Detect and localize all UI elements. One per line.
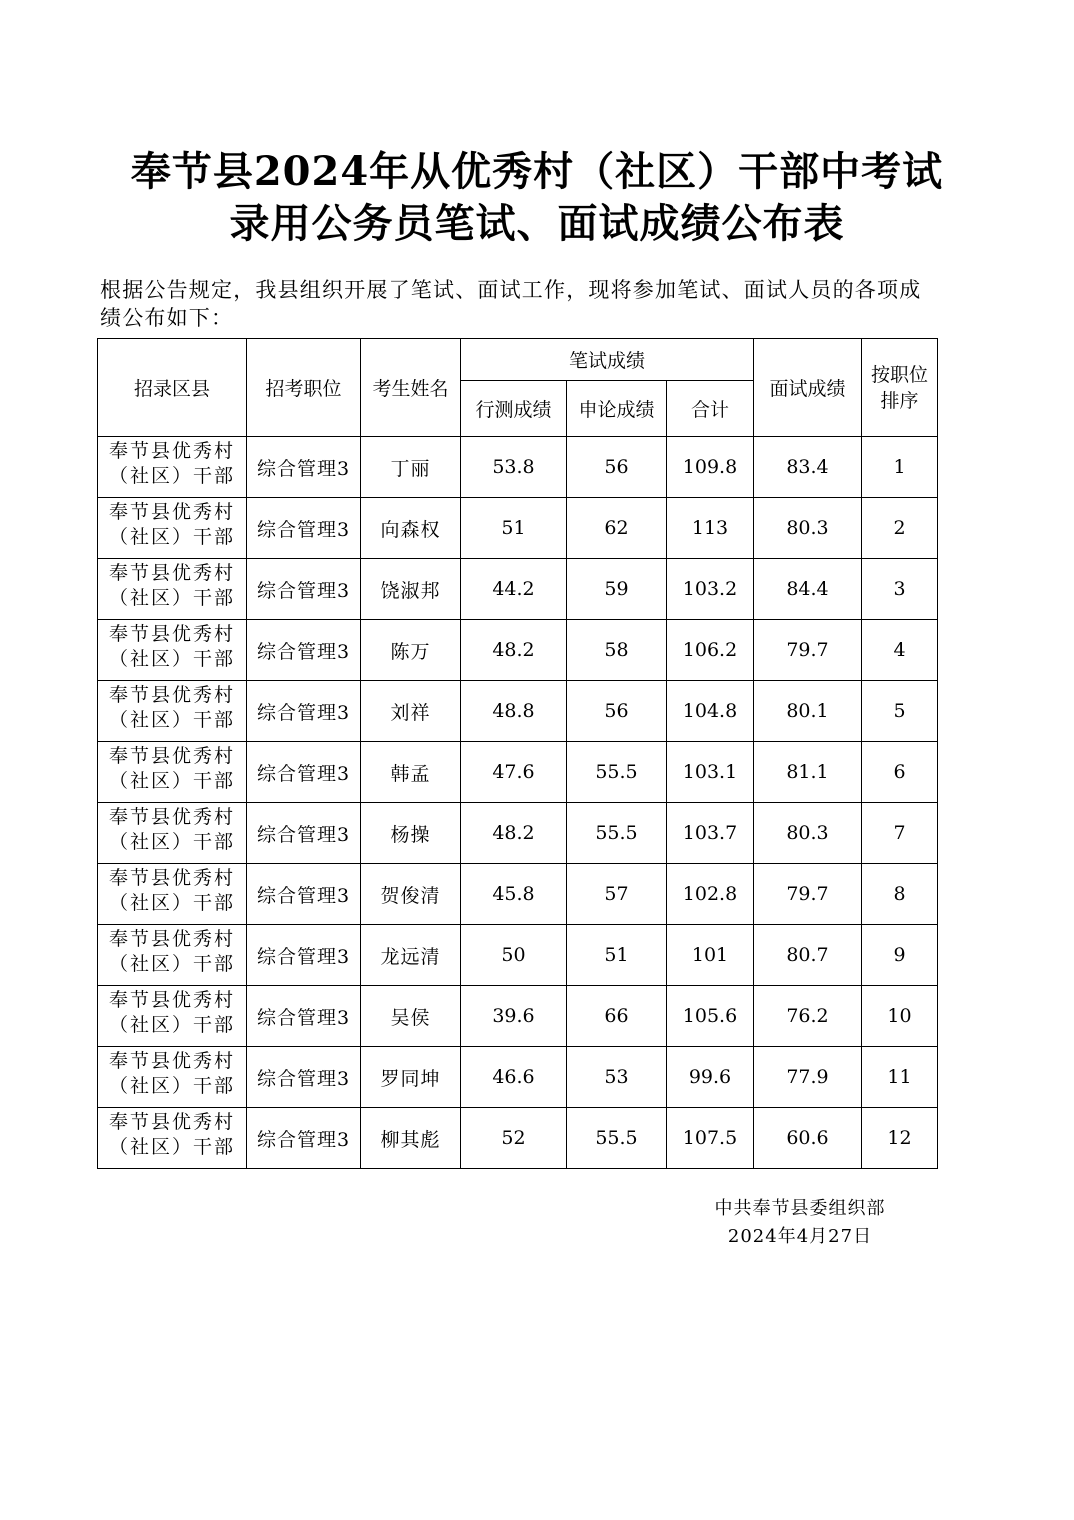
- cell-name: 陈万: [361, 620, 461, 681]
- header-rank-label: 按职位排序: [870, 363, 928, 412]
- cell-county: [98, 1108, 247, 1169]
- cell-total: 106.2: [667, 620, 754, 681]
- cell-interview: 80.3: [754, 803, 862, 864]
- cell-rank: 12: [862, 1108, 938, 1169]
- cell-interview: 76.2: [754, 986, 862, 1047]
- cell-xingce: 44.2: [461, 559, 567, 620]
- header-written-group: 笔试成绩: [461, 339, 754, 381]
- header-rank: [862, 339, 938, 437]
- table-row: [98, 1108, 938, 1169]
- cell-rank: 3: [862, 559, 938, 620]
- cell-total: 103.1: [667, 742, 754, 803]
- cell-name: 杨操: [361, 803, 461, 864]
- cell-xingce: 48.8: [461, 681, 567, 742]
- cell-position: 综合管理3: [247, 559, 361, 620]
- cell-shenlun: 58: [567, 620, 667, 681]
- cell-total: 104.8: [667, 681, 754, 742]
- cell-county-text: 奉节县优秀村（社区）干部: [108, 928, 235, 975]
- cell-county-text: 奉节县优秀村（社区）干部: [108, 562, 235, 609]
- cell-county-text: 奉节县优秀村（社区）干部: [108, 989, 235, 1036]
- cell-xingce: 51: [461, 498, 567, 559]
- cell-name: 饶淑邦: [361, 559, 461, 620]
- issue-date: 2024年4月27日: [727, 1226, 873, 1247]
- table-row: [98, 559, 938, 620]
- cell-rank: 9: [862, 925, 938, 986]
- cell-xingce: 48.2: [461, 620, 567, 681]
- cell-shenlun: 56: [567, 681, 667, 742]
- table-row: [98, 498, 938, 559]
- cell-shenlun: 53: [567, 1047, 667, 1108]
- cell-county-text: 奉节县优秀村（社区）干部: [108, 745, 235, 792]
- cell-interview: 79.7: [754, 864, 862, 925]
- cell-shenlun: 55.5: [567, 1108, 667, 1169]
- cell-position: 综合管理3: [247, 498, 361, 559]
- header-interview: 面试成绩: [754, 339, 862, 437]
- cell-position: 综合管理3: [247, 1108, 361, 1169]
- cell-shenlun: 62: [567, 498, 667, 559]
- cell-county: [98, 925, 247, 986]
- cell-xingce: 53.8: [461, 437, 567, 498]
- cell-interview: 80.7: [754, 925, 862, 986]
- header-name: 考生姓名: [361, 339, 461, 437]
- cell-position: 综合管理3: [247, 986, 361, 1047]
- cell-total: 101: [667, 925, 754, 986]
- cell-rank: 8: [862, 864, 938, 925]
- cell-county-text: 奉节县优秀村（社区）干部: [108, 867, 235, 914]
- cell-name: 丁丽: [361, 437, 461, 498]
- cell-interview: 83.4: [754, 437, 862, 498]
- header-position: 招考职位: [247, 339, 361, 437]
- table-row: [98, 1047, 938, 1108]
- table-row: [98, 803, 938, 864]
- cell-county: [98, 559, 247, 620]
- table-row: [98, 864, 938, 925]
- table-row: [98, 681, 938, 742]
- cell-county-text: 奉节县优秀村（社区）干部: [108, 501, 235, 548]
- cell-position: 综合管理3: [247, 925, 361, 986]
- cell-name: 柳其彪: [361, 1108, 461, 1169]
- cell-xingce: 46.6: [461, 1047, 567, 1108]
- cell-position: 综合管理3: [247, 742, 361, 803]
- table-row: [98, 986, 938, 1047]
- cell-county-text: 奉节县优秀村（社区）干部: [108, 1050, 235, 1097]
- cell-rank: 7: [862, 803, 938, 864]
- cell-shenlun: 56: [567, 437, 667, 498]
- cell-county-text: 奉节县优秀村（社区）干部: [108, 623, 235, 670]
- cell-position: 综合管理3: [247, 803, 361, 864]
- cell-position: 综合管理3: [247, 437, 361, 498]
- cell-county: [98, 986, 247, 1047]
- cell-shenlun: 66: [567, 986, 667, 1047]
- cell-interview: 60.6: [754, 1108, 862, 1169]
- intro-paragraph: 根据公告规定，我县组织开展了笔试、面试工作，现将参加笔试、面试人员的各项成绩公布如下：: [100, 278, 922, 330]
- cell-position: 综合管理3: [247, 864, 361, 925]
- cell-total: 103.2: [667, 559, 754, 620]
- cell-shenlun: 55.5: [567, 742, 667, 803]
- cell-name: 吴侯: [361, 986, 461, 1047]
- cell-county: [98, 864, 247, 925]
- cell-xingce: 47.6: [461, 742, 567, 803]
- cell-total: 105.6: [667, 986, 754, 1047]
- cell-total: 102.8: [667, 864, 754, 925]
- header-county: 招录区县: [98, 339, 247, 437]
- cell-name: 韩孟: [361, 742, 461, 803]
- cell-xingce: 48.2: [461, 803, 567, 864]
- cell-rank: 11: [862, 1047, 938, 1108]
- header-total: 合计: [667, 381, 754, 437]
- cell-shenlun: 51: [567, 925, 667, 986]
- cell-rank: 6: [862, 742, 938, 803]
- cell-county: [98, 681, 247, 742]
- table-row: [98, 437, 938, 498]
- cell-county: [98, 437, 247, 498]
- score-table: [97, 338, 938, 1169]
- cell-interview: 79.7: [754, 620, 862, 681]
- cell-position: 综合管理3: [247, 620, 361, 681]
- cell-county-text: 奉节县优秀村（社区）干部: [108, 684, 235, 731]
- table-row: [98, 925, 938, 986]
- table-row: [98, 742, 938, 803]
- cell-interview: 81.1: [754, 742, 862, 803]
- cell-total: 109.8: [667, 437, 754, 498]
- cell-xingce: 39.6: [461, 986, 567, 1047]
- cell-xingce: 50: [461, 925, 567, 986]
- page-title-line1: 奉节县2024年从优秀村（社区）干部中考试: [130, 148, 944, 195]
- cell-county-text: 奉节县优秀村（社区）干部: [108, 806, 235, 853]
- cell-county: [98, 803, 247, 864]
- cell-interview: 80.1: [754, 681, 862, 742]
- cell-name: 刘祥: [361, 681, 461, 742]
- cell-total: 103.7: [667, 803, 754, 864]
- cell-interview: 84.4: [754, 559, 862, 620]
- cell-county-text: 奉节县优秀村（社区）干部: [108, 1111, 235, 1158]
- cell-name: 向森权: [361, 498, 461, 559]
- cell-position: 综合管理3: [247, 681, 361, 742]
- header-shenlun: 申论成绩: [567, 381, 667, 437]
- cell-interview: 80.3: [754, 498, 862, 559]
- cell-rank: 2: [862, 498, 938, 559]
- cell-rank: 5: [862, 681, 938, 742]
- header-xingce: 行测成绩: [461, 381, 567, 437]
- cell-xingce: 52: [461, 1108, 567, 1169]
- cell-county-text: 奉节县优秀村（社区）干部: [108, 440, 235, 487]
- issuer-org: 中共奉节县委组织部: [714, 1198, 886, 1219]
- cell-county: [98, 620, 247, 681]
- cell-xingce: 45.8: [461, 864, 567, 925]
- cell-county: [98, 1047, 247, 1108]
- cell-county: [98, 498, 247, 559]
- cell-shenlun: 55.5: [567, 803, 667, 864]
- cell-name: 罗同坤: [361, 1047, 461, 1108]
- cell-county: [98, 742, 247, 803]
- cell-rank: 4: [862, 620, 938, 681]
- cell-interview: 77.9: [754, 1047, 862, 1108]
- cell-total: 113: [667, 498, 754, 559]
- cell-position: 综合管理3: [247, 1047, 361, 1108]
- cell-name: 贺俊清: [361, 864, 461, 925]
- page-title-line2: 录用公务员笔试、面试成绩公布表: [229, 200, 845, 247]
- cell-name: 龙远清: [361, 925, 461, 986]
- cell-rank: 1: [862, 437, 938, 498]
- cell-total: 107.5: [667, 1108, 754, 1169]
- table-row: [98, 620, 938, 681]
- cell-shenlun: 57: [567, 864, 667, 925]
- cell-shenlun: 59: [567, 559, 667, 620]
- cell-total: 99.6: [667, 1047, 754, 1108]
- cell-rank: 10: [862, 986, 938, 1047]
